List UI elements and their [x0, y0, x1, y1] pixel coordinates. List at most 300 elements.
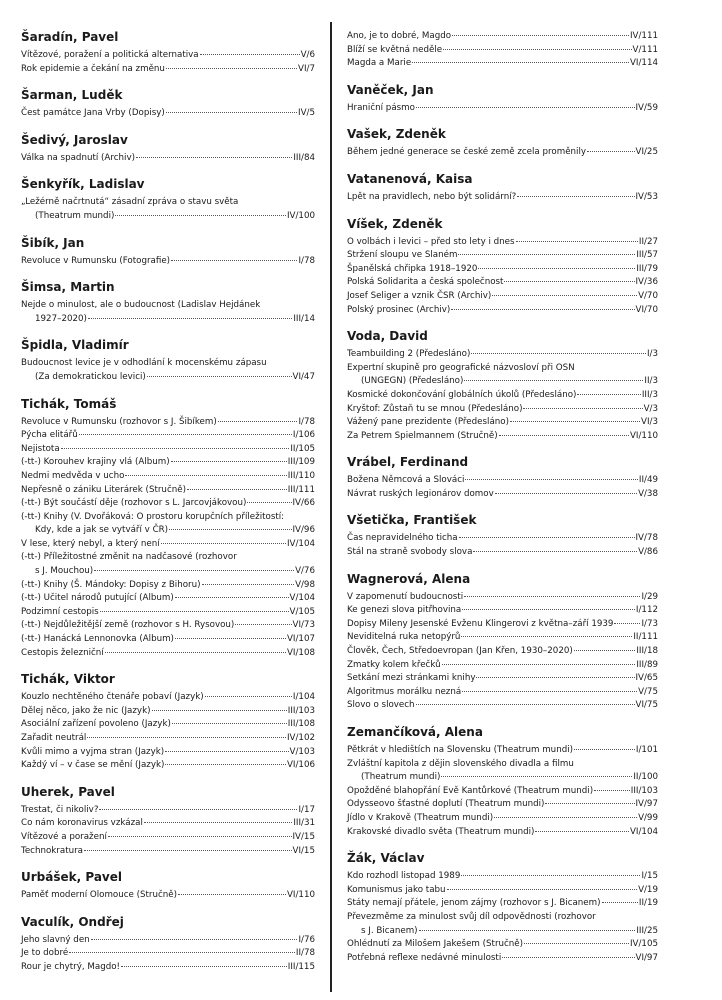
entry-title: Ohlédnutí za Milošem Jakešem (Stručně): [347, 939, 524, 950]
issue-page-ref: III/84: [293, 152, 315, 163]
issue-page-ref: IV/104: [286, 538, 315, 549]
entry-title: Asociální zařízení povoleno (Jazyk): [21, 719, 171, 730]
entry-title: Nejistota: [21, 443, 60, 454]
dot-leader: [84, 850, 291, 851]
entry-title: Za Petrem Spielmannem (Stručně): [347, 430, 498, 441]
entry-title: Španělská chřipka 1918–1920: [347, 263, 478, 274]
index-entry: [347, 591, 658, 605]
dot-leader: [462, 691, 637, 692]
entry-line: [347, 236, 658, 250]
dot-leader: [419, 930, 636, 931]
issue-page-ref: V/111: [632, 44, 658, 55]
entry-title: Čest památce Jana Vrby (Dopisy): [21, 108, 165, 119]
entry-title: Polský prosinec (Archiv): [347, 304, 451, 315]
entry-line: [21, 831, 315, 845]
dot-leader: [218, 421, 298, 422]
author-section: [21, 177, 315, 223]
dot-leader: [115, 215, 286, 216]
entry-line: [347, 44, 658, 58]
index-entry: [21, 759, 315, 773]
entry-line-wrapped: [21, 357, 315, 371]
entry-title: Zmatky kolem křečků: [347, 659, 441, 670]
entry-title: Zvláštní kapitola z dějin slovenského divadla a filmu: [347, 758, 574, 769]
issue-page-ref: IV/5: [298, 108, 315, 119]
dot-leader: [171, 461, 287, 462]
index-entry: [21, 961, 315, 975]
entry-title: (-tt-) Učitel národů putující (Album): [21, 593, 174, 604]
issue-page-ref: VI/75: [635, 700, 658, 711]
entry-line: [347, 263, 658, 277]
entry-line: [21, 484, 315, 498]
issue-page-ref: II/100: [633, 772, 658, 783]
entry-title: Revoluce v Rumunsku (Fotografie): [21, 255, 171, 266]
entry-line: [347, 191, 658, 205]
author-section: [21, 280, 315, 326]
author-section: [347, 329, 658, 443]
entry-line: [21, 255, 315, 269]
issue-page-ref: III/31: [293, 818, 315, 829]
author-section: [21, 338, 315, 384]
issue-page-ref: II/111: [633, 632, 658, 643]
entry-line: [347, 938, 658, 952]
index-entry: [347, 744, 658, 758]
entry-title: Kdy, kde a jak se vytváří v ČR): [35, 525, 169, 536]
index-entry: [347, 348, 658, 362]
entry-title: Magda a Marie: [347, 58, 412, 69]
issue-page-ref: IV/36: [635, 277, 658, 288]
index-entry: [347, 403, 658, 417]
entry-line-wrapped: [347, 758, 658, 772]
entry-line: [347, 870, 658, 884]
author-section: [347, 572, 658, 713]
entry-title: Potřebná reflexe nedávné minulosti: [347, 952, 502, 963]
dot-leader: [502, 957, 634, 958]
author-name: Vaněček, Jan: [347, 82, 434, 97]
dot-leader: [494, 817, 637, 818]
entry-title: Vítězové, poražení a politická alternativa: [21, 50, 199, 60]
dot-leader: [91, 939, 298, 940]
issue-page-ref: VI/104: [629, 826, 658, 837]
author-section: [347, 172, 658, 205]
dot-leader: [459, 537, 635, 538]
dot-leader: [478, 268, 635, 269]
index-entry: [347, 672, 658, 686]
index-entry: [347, 952, 658, 966]
index-entry: [347, 897, 658, 911]
entry-title: Kosmické dokončování globálních úkolů (Předesláno): [347, 389, 577, 400]
dot-leader: [492, 295, 637, 296]
entry-title: Zařadit neutrál: [21, 733, 87, 743]
issue-page-ref: III/109: [287, 457, 315, 468]
entry-line: [21, 524, 315, 538]
issue-page-ref: III/108: [287, 719, 315, 730]
entry-title: Každý ví – v čase se mění (Jazyk): [21, 760, 165, 771]
dot-leader: [452, 35, 629, 36]
index-entry: [21, 63, 315, 77]
entry-line-wrapped: [347, 911, 658, 925]
dot-leader: [458, 254, 635, 255]
index-entry: [21, 255, 315, 269]
index-entry: [21, 107, 315, 121]
entry-title: Krakovské divadlo světa (Theatrum mundi): [347, 826, 535, 837]
dot-leader: [447, 889, 638, 890]
entry-line: [21, 497, 315, 511]
author-name: Zemančíková, Alena: [347, 725, 483, 739]
author-section: [21, 397, 315, 661]
entry-line: [21, 817, 315, 831]
index-entry: [347, 758, 658, 785]
entry-line: [347, 645, 658, 659]
index-entry: [21, 845, 315, 859]
dot-leader: [172, 723, 287, 724]
dot-leader: [412, 62, 629, 63]
entry-line: [21, 647, 315, 661]
issue-page-ref: I/17: [298, 804, 315, 815]
dot-leader: [147, 376, 292, 377]
issue-page-ref: V/103: [289, 746, 315, 757]
dot-leader: [165, 764, 286, 765]
dot-leader: [442, 664, 636, 665]
index-entry: [347, 532, 658, 546]
index-entry: [21, 551, 315, 578]
author-section: [347, 725, 658, 839]
issue-page-ref: III/79: [636, 263, 658, 274]
dot-leader: [202, 584, 295, 585]
issue-page-ref: V/104: [289, 593, 315, 604]
entry-line: [347, 672, 658, 686]
entry-title: Dělej něco, jako že nic (Jazyk): [21, 705, 151, 716]
entry-title: Neviditelná ruka netopýrů: [347, 632, 461, 643]
issue-page-ref: VI/73: [292, 620, 315, 631]
index-entry: [347, 44, 658, 58]
entry-title: Blíží se květná neděle: [347, 44, 443, 55]
entry-line: [347, 403, 658, 417]
dot-leader: [574, 650, 636, 651]
dot-leader: [465, 479, 638, 480]
index-entry: [21, 831, 315, 845]
author-section: [21, 672, 315, 773]
entry-line: [347, 474, 658, 488]
issue-page-ref: I/3: [646, 349, 658, 360]
issue-page-ref: I/101: [635, 745, 658, 755]
author-name: Uherek, Pavel: [21, 784, 115, 799]
index-entry: [347, 812, 658, 826]
issue-page-ref: IV/78: [635, 533, 658, 544]
index-column-left: [21, 30, 315, 975]
index-entry: [347, 304, 658, 318]
issue-page-ref: III/103: [287, 705, 315, 716]
dot-leader: [614, 623, 640, 624]
dot-leader: [464, 596, 640, 597]
dot-leader: [79, 434, 292, 435]
issue-page-ref: VI/7: [298, 63, 315, 74]
issue-page-ref: III/57: [636, 250, 658, 261]
entry-line: [347, 812, 658, 826]
entry-line: [21, 107, 315, 121]
dot-leader: [178, 894, 286, 895]
dot-leader: [451, 309, 634, 310]
issue-page-ref: II/27: [638, 236, 658, 247]
entry-title: Je to dobré: [21, 948, 69, 959]
author-name: Tichák, Viktor: [21, 672, 115, 687]
index-entry: [347, 911, 658, 938]
dot-leader: [171, 260, 297, 261]
entry-title: V zapomenutí budoucnosti: [347, 591, 464, 602]
index-entry: [21, 934, 315, 948]
index-entry: [347, 191, 658, 205]
entry-line: [347, 771, 658, 785]
dot-leader: [144, 822, 292, 823]
index-entry: [21, 484, 315, 498]
dot-leader: [94, 570, 294, 571]
author-section: [347, 217, 658, 318]
entry-line: [21, 443, 315, 457]
entry-title: Setkání mezi stránkami knihy: [347, 673, 476, 684]
entry-title: O volbách i levici – před sto lety i dnes: [347, 236, 515, 247]
index-entry: [21, 456, 315, 470]
dot-leader: [461, 875, 640, 876]
entry-line: [21, 804, 315, 818]
entry-title: Paměť moderní Olomouce (Stručně): [21, 890, 178, 901]
dot-leader: [535, 831, 629, 832]
issue-page-ref: I/112: [635, 605, 658, 616]
dot-leader: [108, 836, 292, 837]
entry-title: Slovo o slovech: [347, 700, 415, 711]
index-entry: [21, 357, 315, 384]
entry-title: Vítězové a poražení: [21, 831, 107, 842]
dot-leader: [61, 448, 290, 449]
entry-line: [21, 889, 315, 903]
dot-leader: [99, 809, 297, 810]
issue-page-ref: VI/106: [286, 760, 315, 771]
issue-page-ref: V/99: [638, 812, 658, 823]
index-entry: [347, 604, 658, 618]
index-entry: [347, 249, 658, 263]
author-name: Všetička, František: [347, 513, 477, 528]
entry-title: 1927–2020): [35, 313, 87, 324]
entry-line: [21, 947, 315, 961]
issue-page-ref: V/3: [643, 403, 658, 414]
entry-title: (-tt-) Korouhev krajiny vlá (Album): [21, 457, 170, 468]
entry-line: [21, 152, 315, 166]
entry-line: [347, 304, 658, 318]
issue-page-ref: IV/100: [286, 210, 315, 221]
author-name: Žák, Václav: [347, 851, 425, 866]
dot-leader: [524, 943, 629, 944]
issue-page-ref: III/25: [636, 925, 658, 936]
entry-title: Rour je chytrý, Magdo!: [21, 961, 121, 972]
index-entry: [347, 236, 658, 250]
entry-title: (-tt-) Knihy (V. Dvořáková: O prostoru korupčních příležitostí:: [21, 511, 285, 522]
issue-page-ref: VI/110: [286, 890, 315, 901]
index-entry: [347, 631, 658, 645]
index-entry: [21, 196, 315, 223]
dot-leader: [121, 966, 287, 967]
dot-leader: [495, 493, 637, 494]
author-section: [21, 30, 315, 76]
index-entry: [347, 826, 658, 840]
dot-leader: [166, 112, 297, 113]
dot-leader: [235, 624, 291, 625]
issue-page-ref: IV/102: [286, 733, 315, 743]
dot-leader: [471, 353, 646, 354]
entry-title: Komunismus jako tabu: [347, 884, 446, 895]
entry-line: [347, 686, 658, 700]
author-section: [347, 83, 658, 116]
dot-leader: [517, 196, 634, 197]
index-column-right: [347, 30, 658, 965]
dot-leader: [476, 677, 634, 678]
issue-page-ref: VI/107: [286, 634, 315, 645]
entry-line: [21, 313, 315, 327]
entry-line: [21, 565, 315, 579]
dot-leader: [516, 241, 638, 242]
index-entry: [347, 57, 658, 71]
dot-leader: [247, 502, 291, 503]
entry-title: (-tt-) Být součástí děje (rozhovor s L. Jarcovjákovou): [21, 498, 247, 509]
index-entry: [347, 290, 658, 304]
author-name: Urbášek, Pavel: [21, 870, 122, 885]
issue-page-ref: V/6: [300, 50, 315, 60]
issue-page-ref: VI/15: [292, 845, 315, 856]
column-divider: [330, 22, 332, 992]
issue-page-ref: IV/66: [292, 498, 315, 509]
issue-page-ref: I/104: [292, 692, 315, 703]
entry-title: Člověk, Čech, Středoevropan (Jan Křen, 1930–2020): [347, 646, 573, 657]
author-name: Tichák, Tomáš: [21, 396, 117, 411]
entry-line: [347, 591, 658, 605]
entry-line: [347, 897, 658, 911]
index-entry: [21, 579, 315, 593]
author-name: Šarman, Luděk: [21, 88, 123, 103]
entry-title: Odysseovo šťastné doplutí (Theatrum mundi): [347, 799, 545, 810]
entry-title: Kouzlo nechtěného čtenáře pobaví (Jazyk): [21, 692, 204, 703]
dot-leader: [200, 54, 300, 55]
index-entry: [347, 870, 658, 884]
entry-title: Dopisy Mileny Jesenské Evženu Klingerovi z května–září 1939: [347, 618, 614, 629]
index-entry: [21, 429, 315, 443]
entry-line: [21, 718, 315, 732]
entry-title: Kvůli mimo a vyjma stran (Jazyk): [21, 746, 165, 757]
issue-page-ref: I/106: [292, 430, 315, 441]
entry-line: [21, 691, 315, 705]
entry-title: (-tt-) Nejdůležitější země (rozhovor s H. Rysovou): [21, 620, 235, 631]
issue-page-ref: IV/111: [629, 31, 658, 41]
entry-line: [347, 102, 658, 116]
issue-page-ref: VI/110: [629, 430, 658, 441]
author-section: [347, 455, 658, 501]
entry-line: [21, 456, 315, 470]
index-entry: [21, 746, 315, 760]
index-entry: [347, 699, 658, 713]
entry-line: [347, 604, 658, 618]
dot-leader: [169, 529, 291, 530]
index-entry: [347, 416, 658, 430]
entry-title: Pýcha elitářů: [21, 430, 78, 441]
index-entry: [347, 884, 658, 898]
dot-leader: [441, 776, 632, 777]
index-entry: [21, 889, 315, 903]
entry-title: Opožděné blahopřání Evě Kantůrkové (Theatrum mundi): [347, 785, 594, 796]
entry-line: [21, 592, 315, 606]
issue-page-ref: VI/3: [641, 417, 658, 428]
dot-leader: [587, 151, 634, 152]
index-entry: [347, 263, 658, 277]
issue-page-ref: I/78: [298, 416, 315, 427]
index-entry: [21, 299, 315, 326]
dot-leader: [523, 408, 642, 409]
issue-page-ref: IV/59: [635, 102, 658, 113]
entry-line-wrapped: [21, 511, 315, 525]
entry-title: Božena Němcová a Slováci: [347, 475, 465, 486]
entry-line: [21, 538, 315, 552]
entry-line: [21, 371, 315, 385]
issue-page-ref: I/78: [298, 255, 315, 266]
issue-page-ref: VI/97: [635, 952, 658, 963]
index-entry: [21, 647, 315, 661]
entry-title: Kryštof: Zůstaň tu se mnou (Předesláno): [347, 403, 523, 414]
entry-title: (UNGEGN) (Předesláno): [361, 376, 464, 387]
entry-title: (-tt-) Knihy (Š. Mándoky: Dopisy z Bihoru): [21, 579, 201, 590]
author-section: [21, 915, 315, 975]
index-entry: [21, 443, 315, 457]
entry-line: [347, 348, 658, 362]
author-name: Šenkyřík, Ladislav: [21, 177, 145, 192]
issue-page-ref: V/75: [638, 686, 658, 697]
dot-leader: [574, 749, 635, 750]
entry-line: [21, 470, 315, 484]
author-section: [21, 133, 315, 166]
dot-leader: [577, 394, 640, 395]
issue-page-ref: IV/105: [629, 939, 658, 950]
entry-line: [21, 759, 315, 773]
index-entry: [347, 276, 658, 290]
entry-title: Expertní skupině pro geografické názvosloví při OSN: [347, 362, 575, 373]
author-section: [347, 513, 658, 559]
author-section: [21, 870, 315, 903]
issue-page-ref: I/29: [641, 591, 658, 602]
issue-page-ref: III/18: [636, 646, 658, 657]
dot-leader: [100, 611, 289, 612]
author-name: Víšek, Zdeněk: [347, 216, 443, 231]
index-entry: [21, 691, 315, 705]
dot-leader: [136, 157, 292, 158]
issue-page-ref: III/3: [641, 389, 658, 400]
entry-line-wrapped: [21, 299, 315, 313]
entry-title: s J. Bicanem): [361, 925, 418, 936]
entry-line: [347, 389, 658, 403]
issue-page-ref: VI/114: [629, 58, 658, 69]
index-entry: [21, 606, 315, 620]
entry-title: Rok epidemie a čekání na změnu: [21, 63, 165, 74]
entry-title: Hraniční pásmo: [347, 102, 415, 113]
entry-line: [347, 30, 658, 44]
index-entry: [21, 705, 315, 719]
issue-page-ref: II/105: [290, 443, 315, 454]
entry-title: Nepřesně o zániku Literárek (Stručně): [21, 484, 186, 495]
entry-title: Státy nemají přátele, jenom zájmy (rozhovor s J. Bicanem): [347, 898, 601, 909]
entry-line: [21, 619, 315, 633]
issue-page-ref: V/38: [638, 488, 658, 499]
dot-leader: [462, 609, 635, 610]
entry-title: Stržení sloupu ve Slaném: [347, 250, 458, 261]
issue-page-ref: III/115: [287, 961, 315, 972]
entry-line: [347, 952, 658, 966]
entry-title: Cestopis železniční: [21, 647, 104, 658]
entry-line-wrapped: [21, 196, 315, 210]
dot-leader: [69, 952, 295, 953]
author-section: [21, 236, 315, 269]
